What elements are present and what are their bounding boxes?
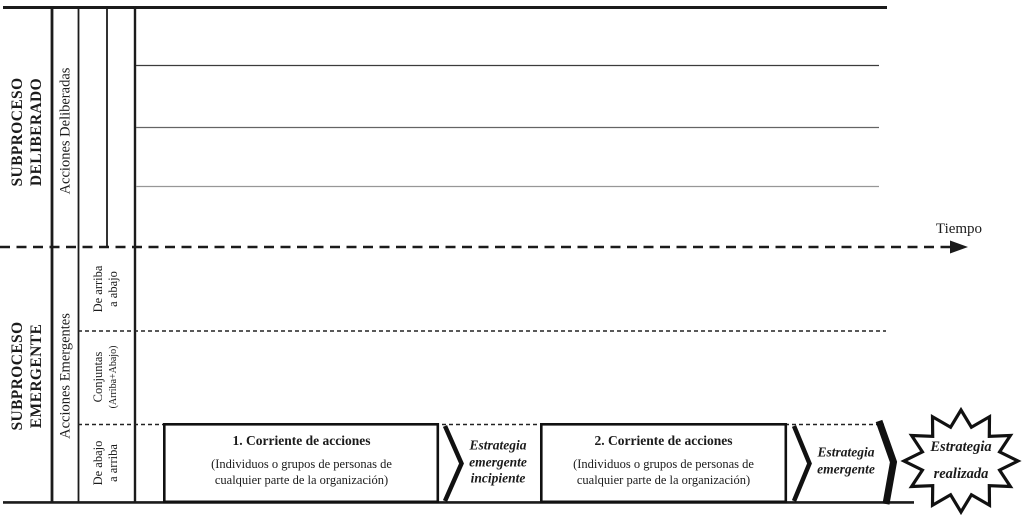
realized-strategy-label xyxy=(930,434,991,488)
incipient-strategy-line2: emergente xyxy=(469,453,527,469)
stream2-description xyxy=(542,456,785,488)
incipient-strategy-label xyxy=(469,437,527,487)
incipient-strategy-line3: incipiente xyxy=(470,470,526,486)
flow-joint-label xyxy=(91,346,121,409)
stream2-title: 2. Corriente de acciones xyxy=(594,433,733,448)
flow-bottom-up-line2: a arriba xyxy=(106,444,120,482)
stream1-text xyxy=(166,433,437,488)
incipient-strategy-line1: Estrategia xyxy=(469,437,527,453)
emergent-process-label xyxy=(8,321,46,430)
chevron-2 xyxy=(794,426,810,501)
stream2-desc-line1: (Individuos o grupos de personas de xyxy=(573,457,754,471)
stream1-description xyxy=(166,456,437,488)
flow-joint-line2: (Arriba+Abajo) xyxy=(108,345,119,409)
realized-strategy-line2: realizada xyxy=(933,466,989,482)
realized-strategy-line1: Estrategia xyxy=(930,439,992,455)
flow-bottom-up-line1: De abajo xyxy=(91,440,105,486)
flow-bottom-up-label xyxy=(91,441,121,486)
emergent-strategy-right-edge xyxy=(879,421,894,504)
flow-top-down-line1: De arriba xyxy=(91,265,105,313)
emergent-process-line2: EMERGENTE xyxy=(28,323,45,429)
emergent-strategy-line1: Estrategia xyxy=(817,444,875,460)
flow-top-down-line2: a abajo xyxy=(106,271,120,307)
chevron-1 xyxy=(445,426,462,501)
deliberate-actions-label: Acciones Deliberadas xyxy=(57,67,74,195)
stream2-desc-line2: cualquier parte de la organización) xyxy=(576,473,751,487)
time-axis-label: Tiempo xyxy=(935,221,983,237)
flow-top-down-label xyxy=(91,266,121,313)
deliberate-process-line1: SUBPROCESO xyxy=(9,77,26,187)
flow-joint-line1: Conjuntas xyxy=(91,351,105,403)
emergent-actions-label: Acciones Emergentes xyxy=(57,313,74,439)
stream2-text xyxy=(542,433,785,488)
time-axis-arrowhead xyxy=(950,241,968,254)
emergent-strategy-label xyxy=(817,445,875,478)
stream1-desc-line2: cualquier parte de la organización) xyxy=(214,473,389,487)
stream1-desc-line1: (Individuos o grupos de personas de xyxy=(211,457,392,471)
emergent-strategy-line2: emergente xyxy=(817,461,875,476)
deliberate-process-line2: DELIBERADO xyxy=(28,77,45,187)
stream1-title: 1. Corriente de acciones xyxy=(232,433,371,448)
deliberate-process-label xyxy=(8,77,46,186)
emergent-process-line1: SUBPROCESO xyxy=(9,321,26,431)
